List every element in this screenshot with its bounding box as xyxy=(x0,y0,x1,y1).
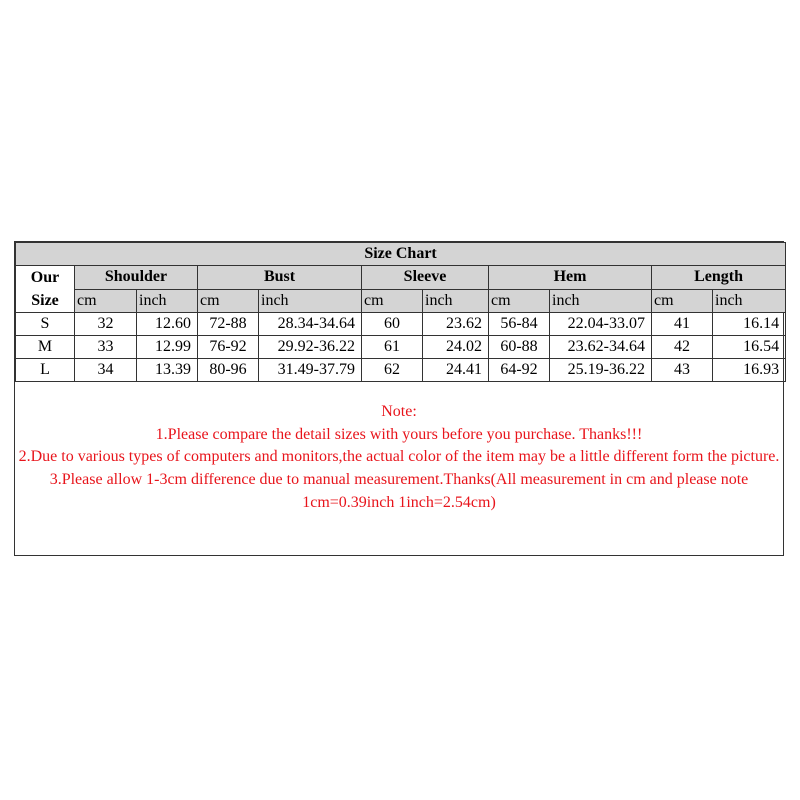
value-cell: 56-84 xyxy=(489,313,550,336)
value-cell: 16.93 xyxy=(713,359,786,382)
note-line: 3.Please allow 1-3cm difference due to manual measurement.Thanks(All measurement in cm and please note 1cm=0.39inch 1inch=2.54cm) xyxy=(49,471,749,511)
group-header: Hem xyxy=(489,266,652,290)
value-cell: 64-92 xyxy=(489,359,550,382)
notes xyxy=(15,382,783,515)
value-cell: 33 xyxy=(75,336,137,359)
group-header: Bust xyxy=(198,266,362,290)
unit-header: cm xyxy=(75,289,137,313)
unit-header: inch xyxy=(423,289,489,313)
value-cell: 25.19-36.22 xyxy=(550,359,652,382)
value-cell: 60-88 xyxy=(489,336,550,359)
group-header: Sleeve xyxy=(362,266,489,290)
size-table xyxy=(15,242,786,382)
value-cell: 12.60 xyxy=(137,313,198,336)
value-cell: 43 xyxy=(652,359,713,382)
size-header: Our Size xyxy=(16,266,75,313)
value-cell: 28.34-34.64 xyxy=(259,313,362,336)
size-chart xyxy=(14,241,784,556)
unit-header: inch xyxy=(259,289,362,313)
value-cell: 16.54 xyxy=(713,336,786,359)
note-line: Note: xyxy=(381,403,417,420)
group-header: Length xyxy=(652,266,786,290)
value-cell: 80-96 xyxy=(198,359,259,382)
note-line: 2.Due to various types of computers and monitors,the actual color of the item may be a little different form the picture. xyxy=(18,448,780,466)
note-line: 1.Please compare the detail sizes with yours before you purchase. Thanks!!! xyxy=(155,425,643,443)
unit-header: inch xyxy=(713,289,786,313)
value-cell: 13.39 xyxy=(137,359,198,382)
unit-header: inch xyxy=(137,289,198,313)
size-cell: M xyxy=(16,336,75,359)
value-cell: 61 xyxy=(362,336,423,359)
value-cell: 23.62 xyxy=(423,313,489,336)
value-cell: 72-88 xyxy=(198,313,259,336)
table-row xyxy=(16,313,786,336)
group-header: Shoulder xyxy=(75,266,198,290)
value-cell: 24.02 xyxy=(423,336,489,359)
table-row xyxy=(16,359,786,382)
value-cell: 41 xyxy=(652,313,713,336)
unit-header: cm xyxy=(652,289,713,313)
table-title: Size Chart xyxy=(16,243,786,266)
table-row xyxy=(16,336,786,359)
size-cell: L xyxy=(16,359,75,382)
value-cell: 24.41 xyxy=(423,359,489,382)
value-cell: 34 xyxy=(75,359,137,382)
value-cell: 42 xyxy=(652,336,713,359)
unit-header: cm xyxy=(198,289,259,313)
unit-header: inch xyxy=(550,289,652,313)
value-cell: 22.04-33.07 xyxy=(550,313,652,336)
value-cell: 12.99 xyxy=(137,336,198,359)
value-cell: 29.92-36.22 xyxy=(259,336,362,359)
unit-header: cm xyxy=(489,289,550,313)
value-cell: 23.62-34.64 xyxy=(550,336,652,359)
size-cell: S xyxy=(16,313,75,336)
value-cell: 16.14 xyxy=(713,313,786,336)
value-cell: 31.49-37.79 xyxy=(259,359,362,382)
value-cell: 60 xyxy=(362,313,423,336)
value-cell: 76-92 xyxy=(198,336,259,359)
unit-header: cm xyxy=(362,289,423,313)
value-cell: 62 xyxy=(362,359,423,382)
value-cell: 32 xyxy=(75,313,137,336)
